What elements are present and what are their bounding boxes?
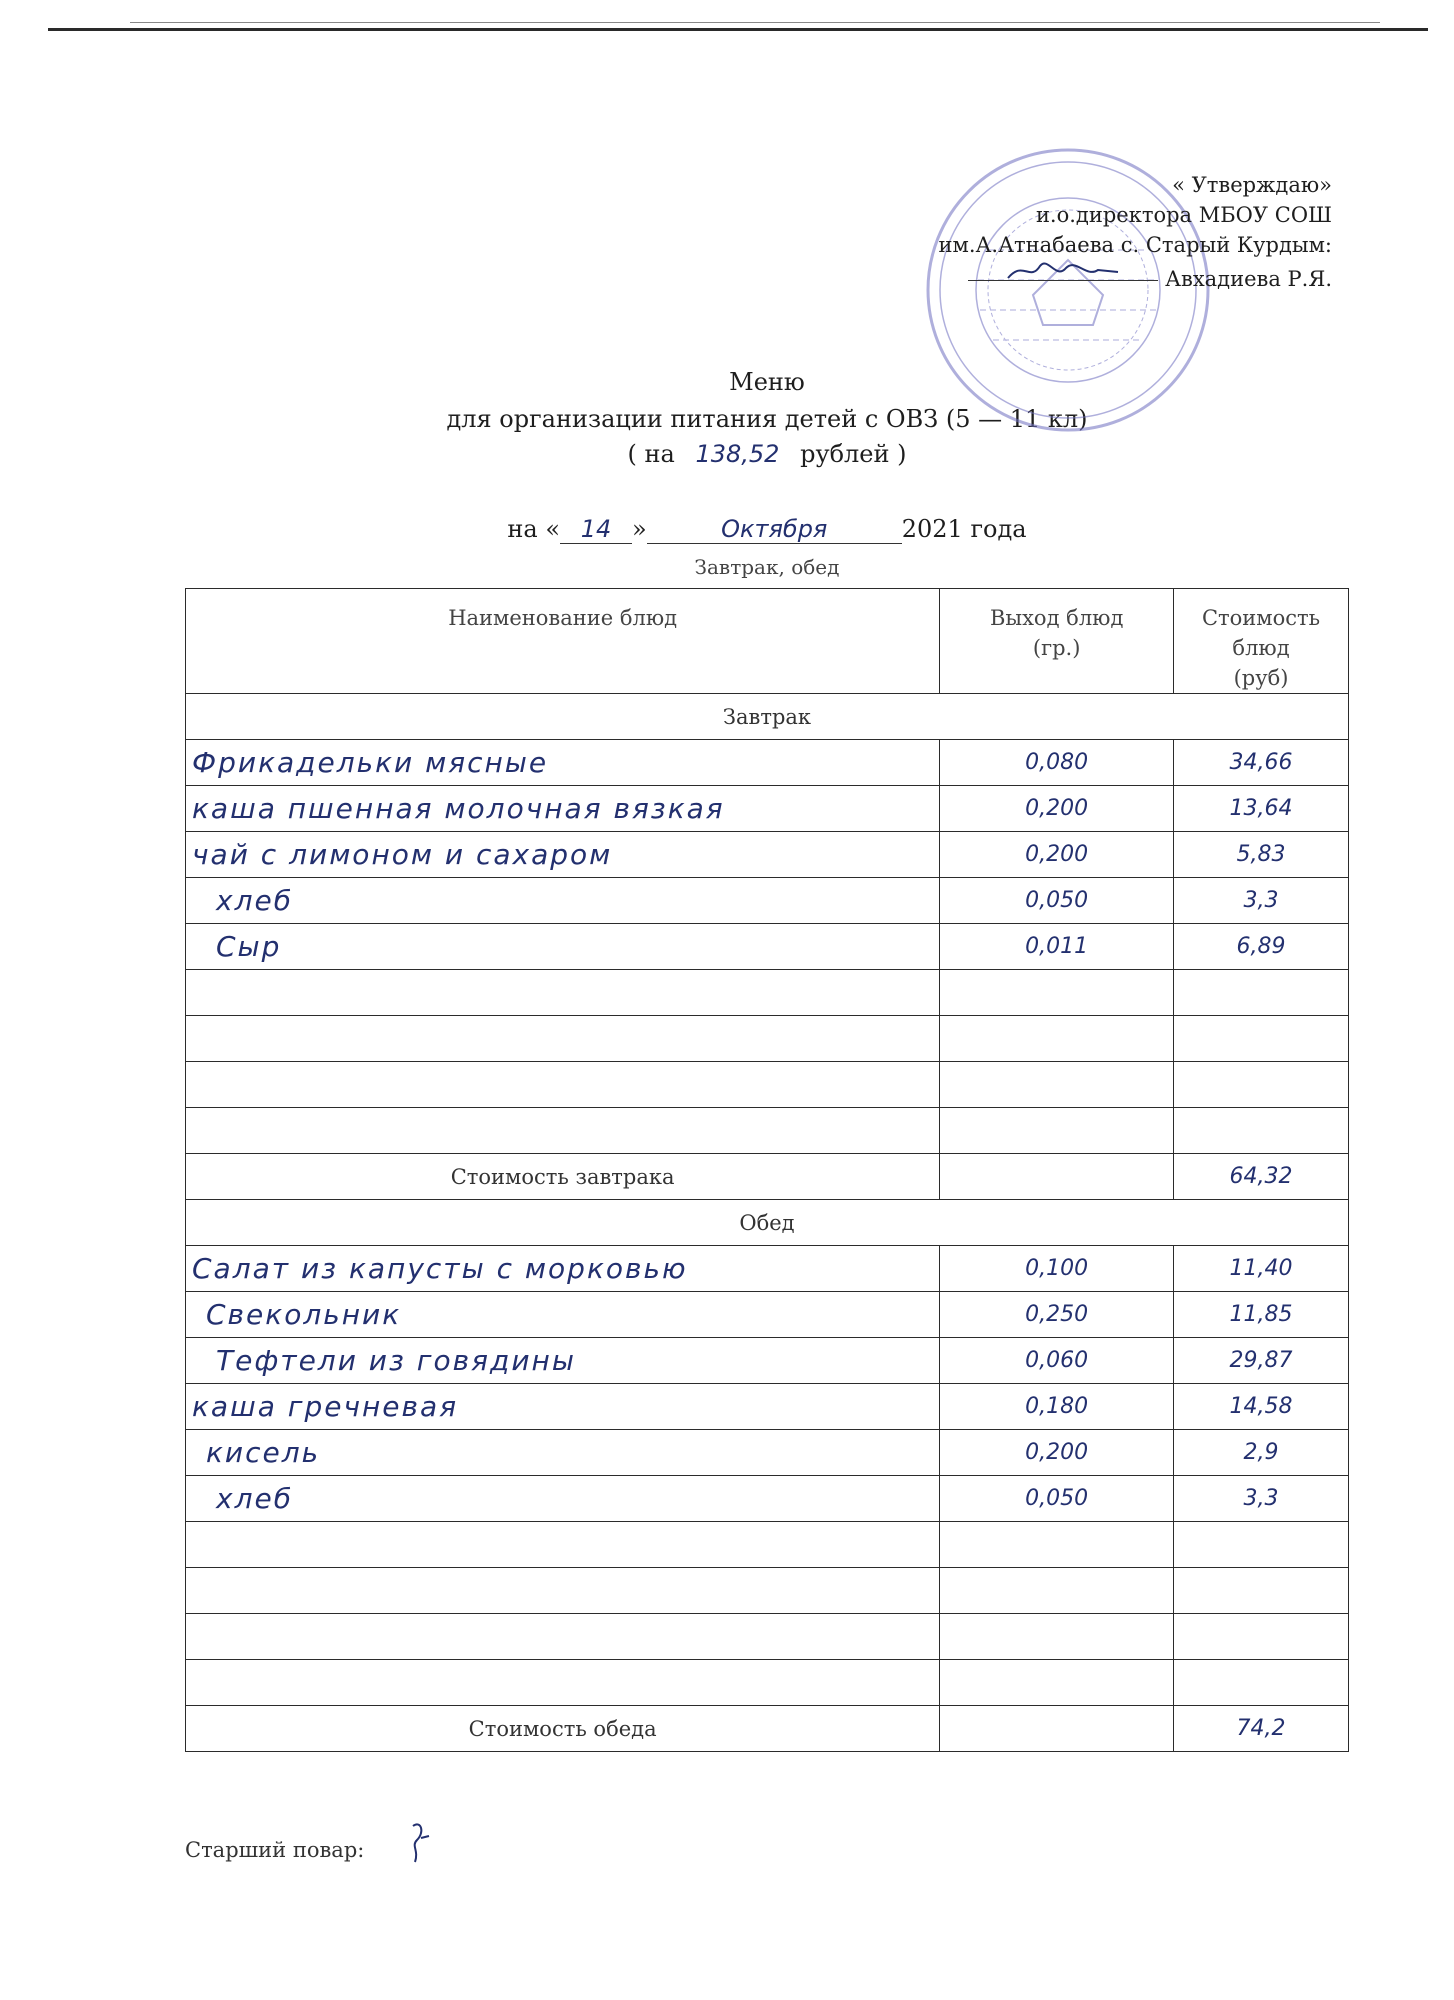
lunch-total-row — [186, 1706, 1349, 1752]
director-signature — [968, 258, 1158, 281]
approval-line-1: « Утверждаю» — [1172, 173, 1332, 197]
breakfast-section-row — [186, 694, 1349, 740]
table-row-empty — [186, 1016, 1349, 1062]
dish-cost: 6,89 — [1174, 924, 1349, 970]
table-header-row — [186, 589, 1349, 694]
approval-block — [939, 170, 1332, 294]
breakfast-total-label: Стоимость завтрака — [186, 1154, 940, 1200]
table-row — [186, 1430, 1349, 1476]
approval-line-2: и.о.директора МБОУ СОШ — [1035, 203, 1332, 227]
lunch-section-row — [186, 1200, 1349, 1246]
table-row — [186, 1384, 1349, 1430]
lunch-total-label: Стоимость обеда — [186, 1706, 940, 1752]
scan-edge-line-thin — [130, 22, 1380, 23]
meals-label: Завтрак, обед — [694, 555, 840, 579]
dish-cost: 3,3 — [1174, 878, 1349, 924]
table-row — [186, 1246, 1349, 1292]
lunch-total-value: 74,2 — [1174, 1706, 1349, 1752]
dish-cost: 3,3 — [1174, 1476, 1349, 1522]
date-month: Октября — [647, 515, 902, 544]
dish-weight: 0,200 — [940, 786, 1174, 832]
scan-edge-line — [48, 28, 1428, 31]
dish-name: каша гречневая — [186, 1384, 940, 1430]
header-dish-name: Наименование блюд — [186, 589, 940, 694]
breakfast-total-value: 64,32 — [1174, 1154, 1349, 1200]
dish-name: каша пшенная молочная вязкая — [186, 786, 940, 832]
table-row-empty — [186, 1062, 1349, 1108]
table-row — [186, 878, 1349, 924]
dish-cost: 11,85 — [1174, 1292, 1349, 1338]
table-row — [186, 740, 1349, 786]
cost-suffix: рублей ) — [800, 440, 907, 468]
dish-name: хлеб — [186, 1476, 940, 1522]
table-row-empty — [186, 1568, 1349, 1614]
menu-subtitle: для организации питания детей с ОВЗ (5 — 11 кл) — [446, 405, 1088, 433]
menu-cost-line — [0, 440, 1454, 468]
dish-name: чай с лимоном и сахаром — [186, 832, 940, 878]
dish-weight: 0,200 — [940, 1430, 1174, 1476]
dish-cost: 29,87 — [1174, 1338, 1349, 1384]
breakfast-total-row — [186, 1154, 1349, 1200]
dish-name: Тефтели из говядины — [186, 1338, 940, 1384]
dish-name: хлеб — [186, 878, 940, 924]
table-row-empty — [186, 970, 1349, 1016]
lunch-section-label: Обед — [186, 1200, 1349, 1246]
table-row — [186, 1338, 1349, 1384]
table-row-empty — [186, 1614, 1349, 1660]
dish-weight: 0,100 — [940, 1246, 1174, 1292]
dish-weight: 0,180 — [940, 1384, 1174, 1430]
table-row — [186, 1476, 1349, 1522]
table-row — [186, 832, 1349, 878]
approval-signature-line — [939, 260, 1332, 294]
dish-cost: 13,64 — [1174, 786, 1349, 832]
dish-name: Фрикадельки мясные — [186, 740, 940, 786]
dish-weight: 0,050 — [940, 1476, 1174, 1522]
cook-label: Старший повар: — [185, 1838, 365, 1862]
date-suffix: 2021 года — [901, 515, 1027, 543]
date-day: 14 — [560, 515, 632, 544]
table-row — [186, 924, 1349, 970]
menu-date-line — [0, 515, 1454, 544]
table-row-empty — [186, 1522, 1349, 1568]
date-mid: » — [632, 515, 647, 543]
dish-weight: 0,060 — [940, 1338, 1174, 1384]
dish-name: Свекольник — [186, 1292, 940, 1338]
menu-title: Меню — [729, 368, 805, 396]
dish-weight: 0,250 — [940, 1292, 1174, 1338]
table-row-empty — [186, 1660, 1349, 1706]
dish-cost: 2,9 — [1174, 1430, 1349, 1476]
table-row — [186, 1292, 1349, 1338]
menu-table — [185, 588, 1349, 1752]
director-name: Авхадиева Р.Я. — [1165, 267, 1332, 291]
dish-weight: 0,011 — [940, 924, 1174, 970]
table-row — [186, 786, 1349, 832]
date-prefix: на « — [507, 515, 561, 543]
header-cost: Стоимость блюд (руб) — [1174, 589, 1349, 694]
dish-weight: 0,050 — [940, 878, 1174, 924]
header-weight: Выход блюд (гр.) — [940, 589, 1174, 694]
dish-cost: 14,58 — [1174, 1384, 1349, 1430]
dish-cost: 5,83 — [1174, 832, 1349, 878]
cook-signature — [395, 1818, 445, 1868]
table-row-empty — [186, 1108, 1349, 1154]
breakfast-section-label: Завтрак — [186, 694, 1349, 740]
approval-line-3: им.А.Атнабаева с. Старый Курдым: — [938, 233, 1332, 257]
dish-weight: 0,200 — [940, 832, 1174, 878]
dish-cost: 34,66 — [1174, 740, 1349, 786]
cost-value: 138,52 — [695, 440, 780, 468]
dish-name: кисель — [186, 1430, 940, 1476]
cost-prefix: ( на — [627, 440, 675, 468]
dish-name: Сыр — [186, 924, 940, 970]
dish-cost: 11,40 — [1174, 1246, 1349, 1292]
dish-weight: 0,080 — [940, 740, 1174, 786]
dish-name: Салат из капусты с морковью — [186, 1246, 940, 1292]
